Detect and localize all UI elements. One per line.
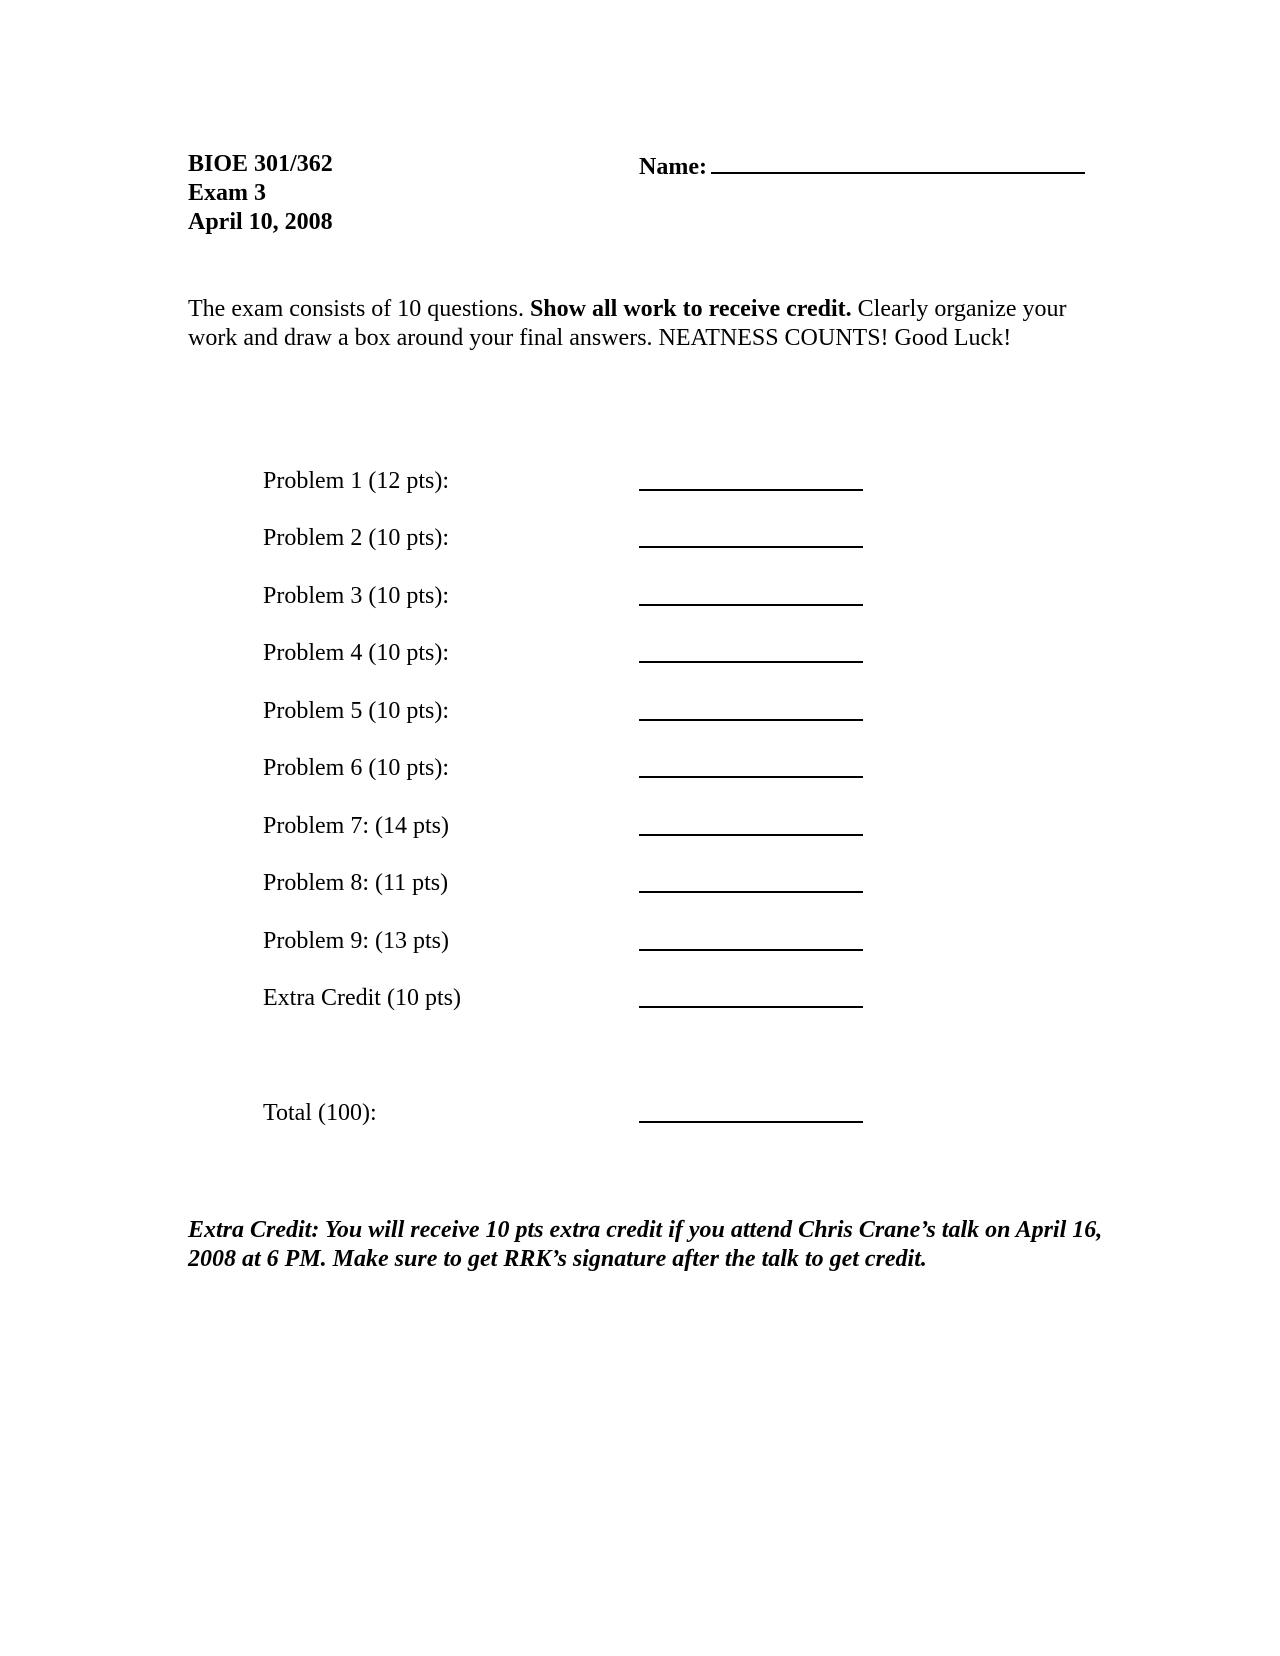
- score-blank-line[interactable]: [639, 891, 863, 893]
- score-row: [263, 867, 903, 899]
- instructions: [188, 295, 1088, 353]
- name-field: [639, 150, 1085, 182]
- score-row: [263, 752, 903, 784]
- total-blank-line[interactable]: [639, 1121, 863, 1123]
- score-row: [263, 695, 903, 727]
- score-row: [263, 522, 903, 554]
- score-row: [263, 637, 903, 669]
- score-label: Problem 9: (13 pts): [263, 928, 449, 954]
- score-blank-line[interactable]: [639, 1006, 863, 1008]
- score-blank-line[interactable]: [639, 661, 863, 663]
- score-label: Problem 2 (10 pts):: [263, 525, 449, 551]
- score-blank-line[interactable]: [639, 604, 863, 606]
- exam-date: April 10, 2008: [188, 209, 333, 235]
- score-blank-line[interactable]: [639, 834, 863, 836]
- instructions-text-2: Clearly organize your work and draw a box around your final answers. NEATNESS COUNTS! Good Luck!: [188, 296, 1067, 351]
- score-blank-line[interactable]: [639, 489, 863, 491]
- score-label: Problem 6 (10 pts):: [263, 755, 449, 781]
- score-label: Problem 1 (12 pts):: [263, 468, 449, 494]
- extra-credit-note: Extra Credit: You will receive 10 pts extra credit if you attend Chris Crane’s talk on April 16, 2008 at 6 PM. Make sure to get RRK’s signature after the talk to get credit.: [188, 1217, 1103, 1272]
- total-row: [263, 1097, 903, 1129]
- name-blank-line[interactable]: [711, 150, 1085, 174]
- name-label: Name:: [639, 154, 707, 180]
- score-label: Problem 7: (14 pts): [263, 813, 449, 839]
- score-label: Problem 3 (10 pts):: [263, 583, 449, 609]
- course-header: [188, 150, 333, 237]
- score-blank-line[interactable]: [639, 949, 863, 951]
- score-label: Problem 5 (10 pts):: [263, 698, 449, 724]
- score-row: [263, 810, 903, 842]
- instructions-text-1: The exam consists of 10 questions.: [188, 296, 530, 322]
- score-blank-line[interactable]: [639, 546, 863, 548]
- total-label: Total (100):: [263, 1100, 377, 1126]
- score-row: [263, 580, 903, 612]
- score-blank-line[interactable]: [639, 719, 863, 721]
- score-blank-line[interactable]: [639, 776, 863, 778]
- exam-title: Exam 3: [188, 180, 266, 206]
- instructions-bold: Show all work to receive credit.: [529, 296, 852, 322]
- course-code: BIOE 301/362: [188, 151, 333, 177]
- score-row: [263, 925, 903, 957]
- score-row: [263, 982, 903, 1014]
- score-label: Problem 4 (10 pts):: [263, 640, 449, 666]
- score-row: [263, 465, 903, 497]
- score-label: Problem 8: (11 pts): [263, 870, 449, 896]
- score-label: Extra Credit (10 pts): [263, 985, 461, 1011]
